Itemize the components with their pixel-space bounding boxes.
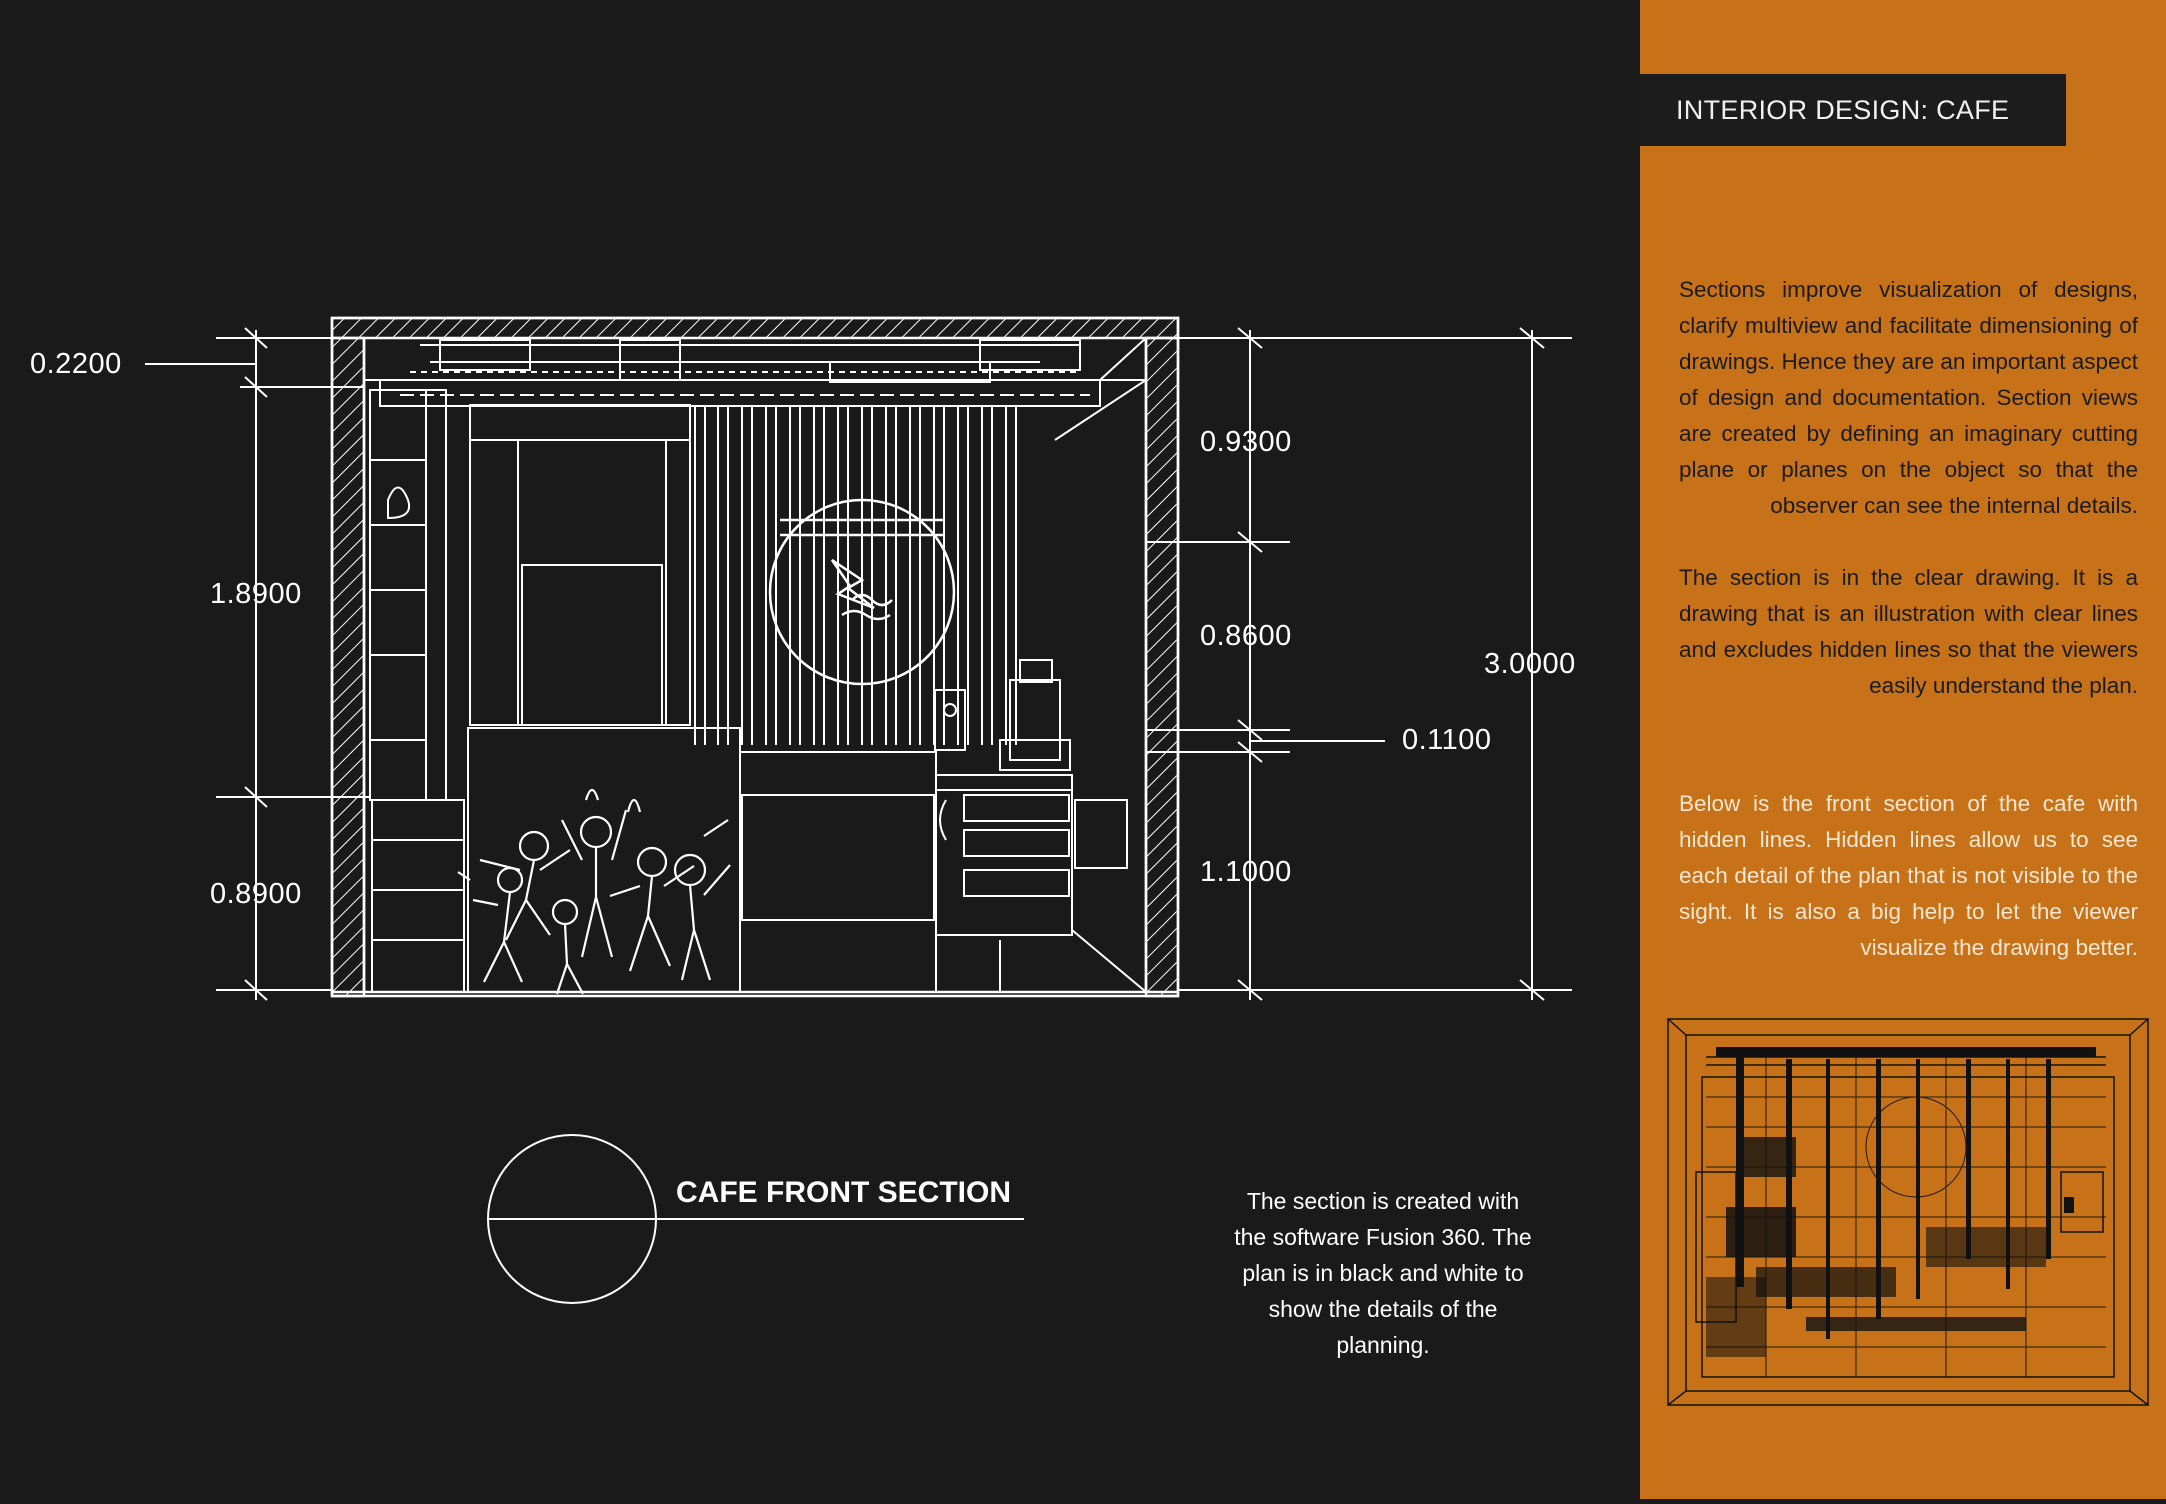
ceiling-structure bbox=[364, 338, 1146, 992]
left-shelving bbox=[370, 390, 464, 992]
dimension-3-0000: 3.0000 bbox=[1484, 648, 1576, 680]
paragraph-hidden-lines: Below is the front section of the cafe with hidden lines. Hidden lines allow us to see each detail of the plan that is not visible to the sight. It is also a big help to let the viewer visualize the drawing better. bbox=[1679, 791, 2138, 960]
dimension-0-8600: 0.8600 bbox=[1200, 620, 1292, 652]
back-wall-panels bbox=[470, 405, 690, 725]
hidden-lines-thumbnail bbox=[1666, 1017, 2150, 1407]
paragraph-clear-drawing: The section is in the clear drawing. It is a drawing that is an illustration with clear lines and excludes hidden lines so that the viewers easily understand the plan. bbox=[1679, 565, 2138, 698]
page-title: INTERIOR DESIGN: CAFE bbox=[1676, 95, 2010, 125]
room-walls bbox=[332, 318, 1178, 996]
section-title: CAFE FRONT SECTION bbox=[676, 1176, 1011, 1209]
dimension-1-1000: 1.1000 bbox=[1200, 856, 1292, 888]
title-box bbox=[1640, 74, 2066, 146]
dimension-0-1100: 0.1100 bbox=[1402, 724, 1492, 756]
coffee-machine bbox=[935, 660, 1070, 770]
dimension-0-2200: 0.2200 bbox=[30, 348, 122, 380]
hidden-lines-drawing bbox=[1666, 1017, 2150, 1407]
section-symbol bbox=[488, 1135, 1024, 1303]
people-sketch bbox=[458, 790, 730, 994]
paragraph-sections: Sections improve visualization of designs, clarify multiview and facilitate dimensioning of drawings. Hence they are an important aspect of design and documentation. Section views are created by defining an imaginary cutting plane or planes on the object so that the observer can see the internal details. bbox=[1679, 277, 2138, 518]
dimension-0-8900: 0.8900 bbox=[210, 878, 302, 910]
dimension-0-9300: 0.9300 bbox=[1200, 426, 1292, 458]
dimension-1-8900: 1.8900 bbox=[210, 578, 302, 610]
drawing-caption: The section is created with the software Fusion 360. The plan is in black and white to show the details of the planning. bbox=[1234, 1188, 1532, 1358]
